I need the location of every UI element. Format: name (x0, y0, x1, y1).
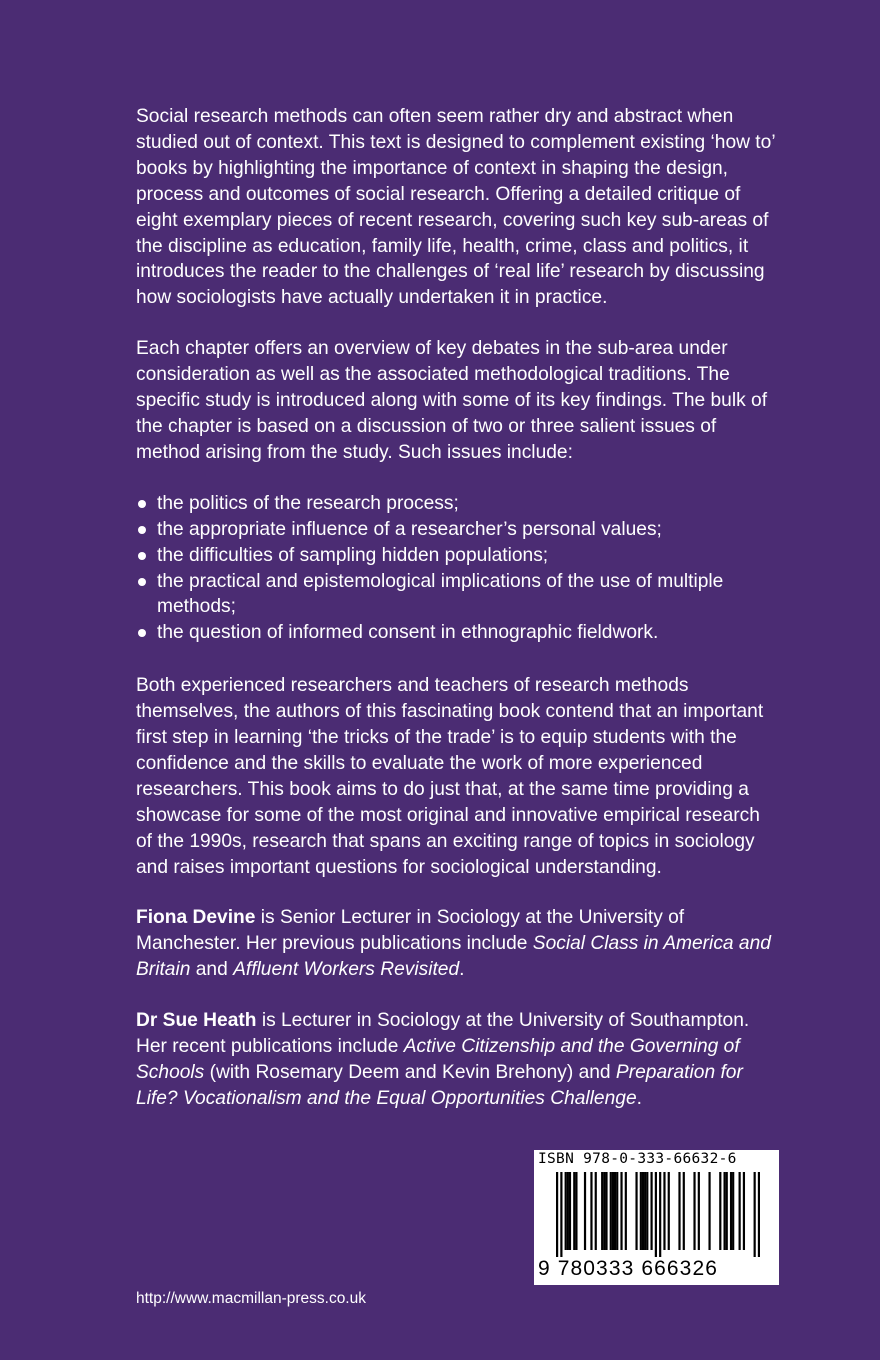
isbn-label: ISBN 978-0-333-66632-6 (538, 1151, 737, 1167)
barcode-bar (612, 1172, 614, 1250)
barcode-bar (601, 1172, 603, 1250)
barcode-bar (723, 1172, 725, 1250)
book-title: Active Citizenship and the Governing of Schools (136, 1036, 740, 1083)
list-item: the politics of the research process; (136, 491, 776, 517)
book-title: Affluent Workers Revisited (233, 959, 460, 981)
barcode-bar (635, 1172, 637, 1250)
barcode-bar (569, 1172, 571, 1250)
blurb-paragraph-1: Social research methods can often seem rather dry and abstract when studied out of context. This text is designed to complement existing ‘how to’ books by highlighting the importance of context in shaping the design, process and outcomes of social research. Offering a detailed critique of eight exemplary pieces of recent research, covering such key sub-areas of the discipline as education, family life, health, crime, class and politics, it introduces the reader to the challenges of ‘real life’ research by discussing how sociologists have actually undertaken it in practice. (136, 106, 775, 309)
barcode-bar (726, 1172, 728, 1250)
bullet-icon (138, 552, 146, 560)
barcode-bar (565, 1172, 567, 1250)
list-item: the difficulties of sampling hidden populations; (136, 543, 776, 569)
barcode-bar (683, 1172, 685, 1250)
barcode-bar (693, 1172, 695, 1250)
barcode-bar (625, 1172, 627, 1250)
issues-list (136, 491, 776, 646)
barcode-bar (754, 1172, 756, 1257)
bullet-icon (138, 500, 146, 508)
book-title: Social Class in America and Britain (136, 933, 771, 981)
barcode-bar (732, 1172, 734, 1250)
barcode-bar (743, 1172, 745, 1250)
barcode-bar (646, 1172, 648, 1250)
barcode-bar (730, 1172, 732, 1250)
barcode-bar (659, 1172, 661, 1257)
author-bio-heath: Dr Sue Heath is Lecturer in Sociology at the University of Southampton. Her recent publications include Active Citizenship and the Governing of Schools (with Rosemary Deem and Kevin Brehony) and Preparation for Life? Vocationalism and the Equal Opportunities Challenge. (136, 1010, 750, 1109)
barcode-bar (575, 1172, 577, 1250)
barcode-bar (719, 1172, 721, 1250)
author-name: Fiona Devine (136, 907, 256, 929)
barcode-bar (603, 1172, 605, 1250)
bullet-icon (138, 578, 146, 586)
barcode-bar (560, 1172, 562, 1257)
barcode-bar (595, 1172, 597, 1250)
barcode-bar (616, 1172, 618, 1250)
bullet-icon (138, 526, 146, 534)
barcode-bar (739, 1172, 741, 1250)
barcode-bar (640, 1172, 642, 1250)
book-title: Preparation for Life? Vocationalism and the Equal Opportunities Challenge (136, 1062, 743, 1109)
list-item: the question of informed consent in ethnographic fieldwork. (136, 620, 776, 646)
barcode-digits: 9 780333 666326 (538, 1257, 718, 1280)
barcode-bar (605, 1172, 607, 1250)
author-name: Dr Sue Heath (136, 1010, 257, 1032)
barcode-bar (708, 1172, 710, 1250)
barcode-bar (668, 1172, 670, 1250)
barcode-bar (556, 1172, 558, 1257)
barcode-bar (758, 1172, 760, 1257)
publisher-url[interactable]: http://www.macmillan-press.co.uk (136, 1290, 366, 1307)
barcode-bar (614, 1172, 616, 1250)
blurb-paragraph-2: Each chapter offers an overview of key debates in the sub-area under consideration as well as the associated methodological traditions. The specific study is introduced along with some of its key findings. The bulk of the chapter is based on a discussion of two or three salient issues of method arising from the study. Such issues include: (136, 338, 768, 463)
barcode-bar (620, 1172, 622, 1250)
isbn-barcode (534, 1150, 779, 1285)
author-bio-devine: Fiona Devine is Senior Lecturer in Sociology at the University of Manchester. Her previous publications include Social Class in America and Britain and Affluent Workers Revisited. (136, 907, 771, 981)
barcode-bar (590, 1172, 592, 1250)
barcode-bar (567, 1172, 569, 1250)
blurb-paragraph-3: Both experienced researchers and teachers of research methods themselves, the authors of this fascinating book contend that an important first step in learning ‘the tricks of the trade’ is to equip students with the confidence and the skills to evaluate the work of more experienced researchers. This book aims to do just that, at the same time providing a showcase for some of the most original and innovative empirical research of the 1990s, research that spans an exciting range of topics in sociology and raises important questions for sociological understanding. (136, 675, 764, 878)
list-item: the practical and epistemological implications of the use of multiple methods; (136, 569, 776, 621)
barcode-bar (573, 1172, 575, 1250)
blurb-text (136, 104, 776, 1137)
barcode-bar (678, 1172, 680, 1250)
barcode-bar (663, 1172, 665, 1250)
list-item: the appropriate influence of a researcher’s personal values; (136, 517, 776, 543)
barcode-bar (655, 1172, 657, 1257)
barcode-bar (698, 1172, 700, 1250)
barcode-bar (644, 1172, 646, 1250)
bullet-icon (138, 629, 146, 637)
barcode-bar (610, 1172, 612, 1250)
barcode-bar (650, 1172, 652, 1250)
barcode-bar (584, 1172, 586, 1250)
barcode-bar (642, 1172, 644, 1250)
barcode-bars (556, 1172, 760, 1257)
